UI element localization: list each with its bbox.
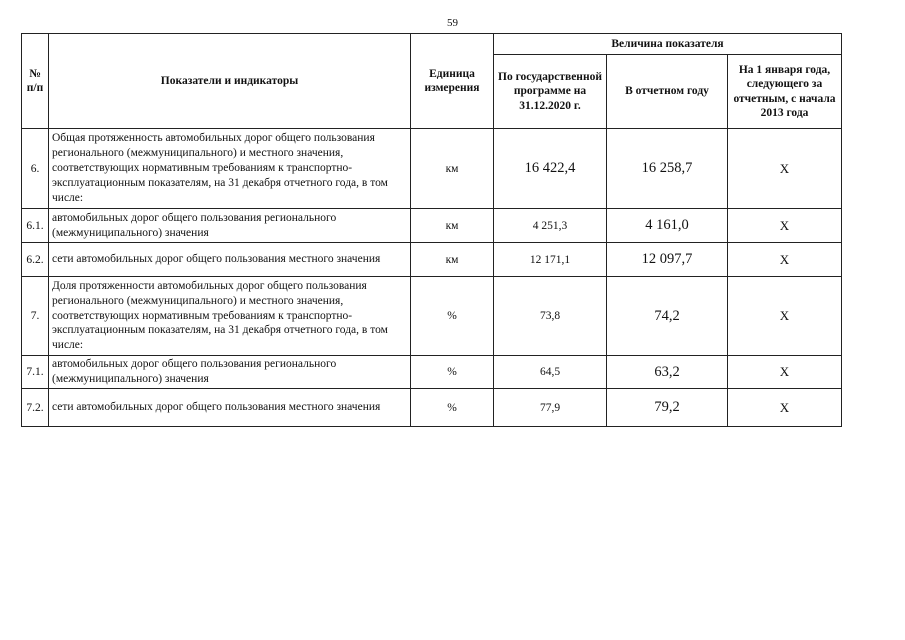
- indicators-table: [21, 33, 842, 427]
- table-row: [22, 209, 842, 243]
- row-program-value: 77,9: [494, 389, 607, 427]
- header-unit: Единица измерения: [411, 34, 494, 129]
- row-jan-value: X: [728, 209, 842, 243]
- header-indicator: Показатели и индикаторы: [49, 34, 411, 129]
- row-unit: км: [411, 243, 494, 277]
- header-jan: На 1 января года, следующего за отчетным, с начала 2013 года: [728, 55, 842, 129]
- row-program-value: 16 422,4: [494, 129, 607, 209]
- header-program: По государственной программе на 31.12.2020 г.: [494, 55, 607, 129]
- row-indicator: сети автомобильных дорог общего пользования местного значения: [49, 389, 411, 427]
- row-report-value: 63,2: [607, 356, 728, 389]
- row-indicator: автомобильных дорог общего пользования регионального (межмуниципального) значения: [49, 356, 411, 389]
- table-header: [22, 34, 842, 129]
- table-body: [22, 129, 842, 427]
- row-num: 7.2.: [22, 389, 49, 427]
- row-num: 6.2.: [22, 243, 49, 277]
- table-row: [22, 389, 842, 427]
- row-report-value: 4 161,0: [607, 209, 728, 243]
- row-program-value: 73,8: [494, 277, 607, 356]
- row-num: 7.: [22, 277, 49, 356]
- row-unit: км: [411, 129, 494, 209]
- table-row: [22, 277, 842, 356]
- row-num: 6.: [22, 129, 49, 209]
- row-report-value: 79,2: [607, 389, 728, 427]
- row-report-value: 12 097,7: [607, 243, 728, 277]
- row-indicator: Общая протяженность автомобильных дорог общего пользования регионального (межмуниципального) и местного значения, соответствующих нормативным требованиям к транспортно-эксплуатационным показателям, на 31 декабря отчетного года, в том числе:: [49, 129, 411, 209]
- header-num: № п/п: [22, 34, 49, 129]
- row-indicator: автомобильных дорог общего пользования регионального (межмуниципального) значения: [49, 209, 411, 243]
- row-program-value: 12 171,1: [494, 243, 607, 277]
- row-unit: км: [411, 209, 494, 243]
- table-row: [22, 129, 842, 209]
- row-indicator: Доля протяженности автомобильных дорог общего пользования регионального (межмуниципального) и местного значения, соответствующих нормативным требованиям к транспортно-эксплуатационным показателям, на 31 декабря отчетного года, в том числе:: [49, 277, 411, 356]
- row-num: 7.1.: [22, 356, 49, 389]
- row-unit: %: [411, 277, 494, 356]
- row-jan-value: X: [728, 389, 842, 427]
- row-program-value: 4 251,3: [494, 209, 607, 243]
- table-row: [22, 356, 842, 389]
- row-program-value: 64,5: [494, 356, 607, 389]
- row-unit: %: [411, 389, 494, 427]
- header-report: В отчетном году: [607, 55, 728, 129]
- row-jan-value: X: [728, 243, 842, 277]
- table-row: [22, 243, 842, 277]
- row-report-value: 74,2: [607, 277, 728, 356]
- row-num: 6.1.: [22, 209, 49, 243]
- header-value-group: Величина показателя: [494, 34, 842, 55]
- row-jan-value: X: [728, 356, 842, 389]
- page-number: 59: [447, 17, 458, 29]
- row-unit: %: [411, 356, 494, 389]
- row-indicator: сети автомобильных дорог общего пользования местного значения: [49, 243, 411, 277]
- row-jan-value: X: [728, 277, 842, 356]
- row-report-value: 16 258,7: [607, 129, 728, 209]
- row-jan-value: X: [728, 129, 842, 209]
